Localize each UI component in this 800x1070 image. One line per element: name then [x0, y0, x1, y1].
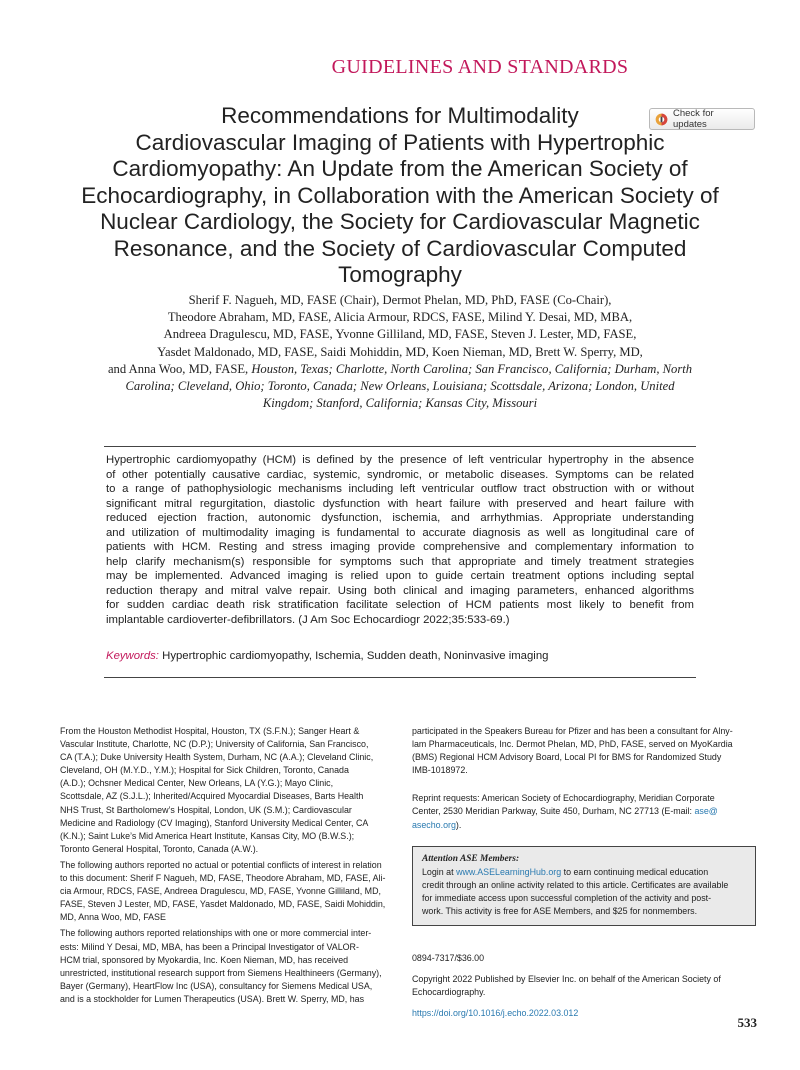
title-line: Resonance, and the Society of Cardiovascular Computed: [113, 235, 687, 261]
author-line: Sherif F. Nagueh, MD, FASE (Chair), Dermot Phelan, MD, PhD, FASE (Co-Chair),: [188, 293, 612, 307]
footnote-line: (K.N.); Saint Luke’s Mid America Heart Institute, Kansas City, MO (B.W.S.);: [60, 830, 355, 841]
abstract-line: and utilization of multimodality imaging is fundamental to accurate diagnosis as well as longitudinal care of: [106, 526, 694, 539]
footnote-line: Bayer (Germany), HeartFlow Inc (USA), consultancy for Siemens Medical USA,: [60, 980, 373, 991]
page-number: 533: [737, 1015, 757, 1030]
abstract-bottom-rule: [104, 677, 696, 678]
author-locations-start: Houston, Texas; Charlotte, North Carolina; San Francisco, California; Durham, North: [251, 361, 693, 376]
publication-info: [412, 952, 756, 1020]
abstract: [106, 453, 694, 627]
footnote-line: HCM trial, sponsored by Myokardia, Inc. Koen Nieman, MD, has received: [60, 954, 349, 965]
footnote-line: FASE, Steven J Lester, MD, FASE, Yasdet Maldonado, MD, FASE, Saidi Mohiddin,: [60, 899, 386, 910]
affiliations: [60, 725, 390, 856]
abstract-line: significant mitral regurgitation, diastolic dysfunction with heart failure with preserved and heart failure with: [106, 497, 694, 510]
ase-box-title: Attention ASE Members:: [422, 854, 520, 864]
relationships-statement: [60, 927, 390, 1006]
abstract-line: of other potentially causative cardiac, systemic, syndromic, or metabolic diseases. Symptoms can be related: [106, 468, 694, 481]
author-line: Yasdet Maldonado, MD, FASE, Saidi Mohiddin, MD, Koen Nieman, MD, Brett W. Sperry, MD,: [157, 344, 643, 359]
footnote-line: Vascular Institute, Charlotte, NC (D.P.); University of California, San Francisco,: [60, 739, 369, 750]
doi-link[interactable]: https://doi.org/10.1016/j.echo.2022.03.012: [412, 1008, 579, 1019]
title-line: Echocardiography, in Collaboration with the American Society of: [81, 182, 719, 208]
reprint-email-link[interactable]: ase@: [694, 806, 718, 817]
abstract-line: reduction therapy and mitral valve repair. Using both clinical and imaging parameters, enhanced algorithms: [106, 584, 694, 597]
footnote-line: The following authors reported relationships with one or more commercial inter-: [60, 928, 372, 939]
footnote-line: NHS Trust, St Bartholomew’s Hospital, London, UK (S.M.); Cardiovascular: [60, 804, 352, 815]
copyright-line: Echocardiography.: [412, 987, 486, 998]
ase-box-line: for immediate access upon successful completion of the activity and post-: [422, 893, 712, 904]
ase-box-line: credit through an online activity related to this article. Certificates are available: [422, 880, 729, 891]
relationships-continued: [412, 725, 756, 777]
reprint-email-link-cont[interactable]: asecho.org: [412, 819, 456, 830]
title-line: Recommendations for Multimodality: [221, 103, 579, 128]
footnote-line: ests: Milind Y Desai, MD, MBA, has been a Principal Investigator of VALOR-: [60, 941, 359, 952]
abstract-line: help clarify mechanism(s) responsible for symptoms such that appropriate and timely treatment strategies: [106, 555, 694, 568]
footnote-line: [412, 819, 756, 832]
footnote-line: IMB-1018972.: [412, 765, 468, 776]
abstract-line: patients with HCM. Resting and stress imaging provide comprehensive and complementary information to: [106, 541, 694, 553]
title-line: Tomography: [338, 262, 462, 287]
author-line: Theodore Abraham, MD, FASE, Alicia Armour, RDCS, FASE, Milind Y. Desai, MD, MBA,: [167, 310, 633, 325]
footnote-line: Medicine and Radiology (CV Imaging), Stanford University Medical Center, CA: [60, 817, 369, 828]
abstract-line: for sudden cardiac death risk stratification facilitate selection of HCM patients most likely to benefit from: [106, 599, 694, 611]
reprint-address: Center, 2530 Meridian Parkway, Suite 450, Durham, NC 27713 (E-mail:: [412, 806, 695, 817]
footnote-line: MD, Anna Woo, MD, FASE: [60, 912, 166, 923]
footnote-line: Reprint requests: American Society of Echocardiography, Meridian Corporate: [412, 793, 715, 804]
ase-learning-hub-link[interactable]: www.ASELearningHub.org: [456, 867, 562, 878]
footnote-line: CA (T.A.); Duke University Health System, Durham, NC (A.A.); Cleveland Clinic,: [60, 752, 374, 763]
check-updates-label: Check for updates: [673, 108, 714, 130]
footnote-line: participated in the Speakers Bureau for Pfizer and has been a consultant for Alny-: [412, 726, 733, 736]
footnote-line: Scottsdale, AZ (S.J.L.); Inherited/Acquired Myocardial Diseases, Barts Health: [60, 791, 364, 802]
abstract-line: implantable cardioverter-defibrillators. (J Am Soc Echocardiogr 2022;35:533-69.): [106, 613, 510, 626]
title-line: Nuclear Cardiology, the Society for Cardiovascular Magnetic: [100, 209, 700, 234]
article-title: [40, 103, 760, 289]
footnote-line: The following authors reported no actual or potential conflicts of interest in relation: [60, 859, 382, 870]
footnotes-right-column: [412, 725, 756, 847]
abstract-line: Hypertrophic cardiomyopathy (HCM) is defined by the presence of left ventricular hypertrophy in the absence: [106, 454, 694, 466]
abstract-line: may be implemented. Advanced imaging is relied upon to guide certain treatment options including septal: [106, 570, 694, 582]
keywords: [106, 650, 694, 662]
ase-members-box: [412, 846, 756, 926]
footnote-line: cia Armour, RDCS, FASE, Andreea Dragulescu, MD, FASE, Yvonne Gilliland, MD,: [60, 886, 381, 897]
copyright-line: Copyright 2022 Published by Elsevier Inc. on behalf of the American Society of: [412, 974, 721, 985]
footnote-line: From the Houston Methodist Hospital, Houston, TX (S.F.N.); Sanger Heart &: [60, 726, 360, 736]
reprint-requests: [412, 792, 756, 831]
keywords-label: Keywords:: [106, 650, 159, 662]
author-locations-line: Kingdom; Stanford, California; Kansas City, Missouri: [262, 396, 538, 411]
author-last-plain: and Anna Woo, MD, FASE,: [107, 361, 252, 376]
reprint-suffix: ).: [455, 819, 462, 830]
footnote-line: (A.D.); Ochsner Medical Center, New Orleans, LA (Y.G.); Mayo Clinic,: [60, 778, 334, 789]
title-line: Cardiomyopathy: An Update from the American Society of: [112, 156, 688, 181]
ase-box-line: [422, 866, 747, 879]
footnote-line: (BMS) Regional HCM Advisory Board, Local PI for BMS for Randomized Study: [412, 752, 722, 763]
author-locations-line: Carolina; Cleveland, Ohio; Toronto, Canada; New Orleans, Louisiana; Scottsdale, Arizona; London, United: [125, 379, 675, 394]
footnote-line: [412, 805, 756, 818]
footnote-line: unrestricted, institutional research support from Siemens Healthineers (Germany),: [60, 967, 382, 978]
footnote-line: lam Pharmaceuticals, Inc. Dermot Phelan, MD, PhD, FASE, served on MyoKardia: [412, 739, 733, 750]
footnote-line: to this document: Sherif F Nagueh, MD, FASE, Theodore Abraham, MD, FASE, Ali-: [60, 873, 386, 884]
abstract-top-rule: [104, 446, 696, 447]
author-list: [40, 292, 760, 412]
title-line: Cardiovascular Imaging of Patients with Hypertrophic: [135, 129, 665, 155]
ase-login-suffix: to earn continuing medical education: [561, 867, 709, 878]
author-line: Andreea Dragulescu, MD, FASE, Yvonne Gilliland, MD, FASE, Steven J. Lester, MD, FASE,: [163, 327, 637, 342]
abstract-line: reduced ejection fraction, autonomic dysfunction, ischemia, and arrhythmias. Appropriate understanding: [106, 512, 694, 524]
ase-box-line: work. This activity is free for ASE Members, and $25 for nonmembers.: [422, 906, 698, 917]
author-line-last: [40, 361, 760, 378]
ase-login-text: Login at: [422, 867, 457, 878]
no-conflicts-statement: [60, 859, 390, 924]
footnote-line: and is a stockholder for Lumen Therapeutics (USA). Brett W. Sperry, MD, has: [60, 993, 365, 1004]
issn: 0894-7317/$36.00: [412, 953, 485, 963]
footnote-line: Cleveland, OH (M.Y.D., Y.M.); Hospital for Sick Children, Toronto, Canada: [60, 765, 349, 776]
footnotes-left-column: [60, 725, 390, 1009]
abstract-line: to a range of pathophysiologic mechanisms including left ventricular outflow tract obstruction with or without: [106, 483, 694, 495]
keywords-text: Hypertrophic cardiomyopathy, Ischemia, Sudden death, Noninvasive imaging: [162, 650, 549, 662]
section-heading: GUIDELINES AND STANDARDS: [331, 56, 629, 78]
footnote-line: Toronto General Hospital, Toronto, Canada (A.W.).: [60, 843, 259, 854]
